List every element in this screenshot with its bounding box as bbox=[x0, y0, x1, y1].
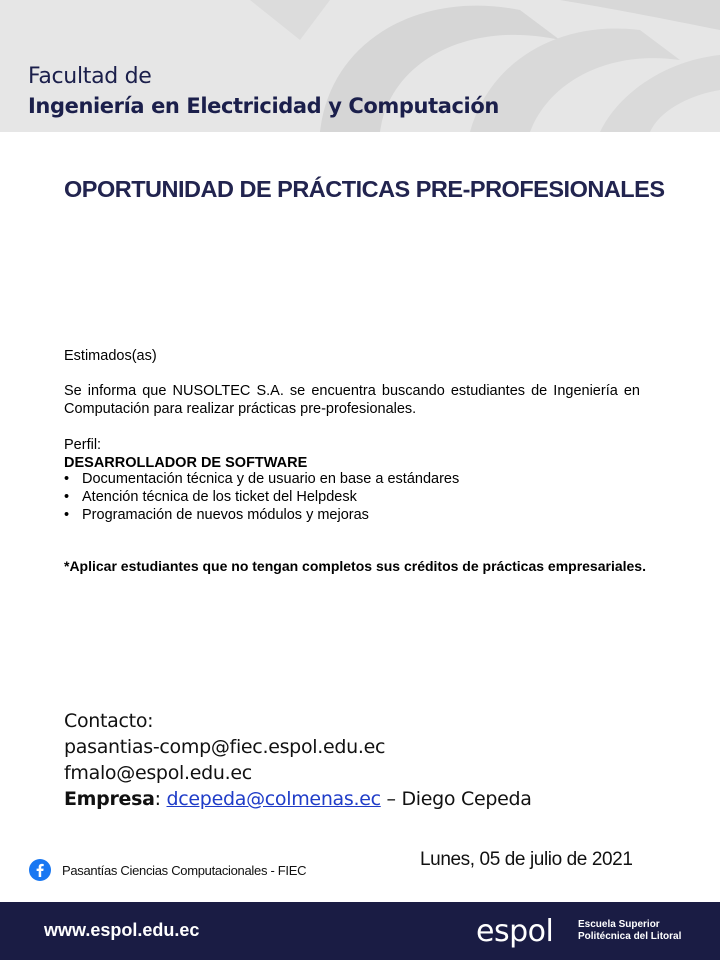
duty-text: Atención técnica de los ticket del Helpdesk bbox=[82, 489, 357, 505]
website-url[interactable]: www.espol.edu.ec bbox=[44, 920, 200, 940]
facebook-page-name: Pasantías Ciencias Computacionales - FIEC bbox=[62, 863, 307, 878]
application-note: *Aplicar estudiantes que no tengan completos sus créditos de prácticas empresariales. bbox=[64, 558, 646, 574]
list-item bbox=[64, 488, 459, 506]
perfil-label: Perfil: bbox=[64, 437, 102, 453]
faculty-name-line2: Ingeniería en Electricidad y Computación bbox=[28, 94, 499, 118]
list-item bbox=[64, 470, 459, 488]
role-title: DESARROLLADOR DE SOFTWARE bbox=[64, 455, 308, 471]
faculty-name-line1: Facultad de bbox=[28, 64, 152, 89]
list-item bbox=[64, 506, 459, 524]
publication-date: Lunes, 05 de julio de 2021 bbox=[420, 849, 633, 870]
company-person: – Diego Cepeda bbox=[380, 788, 532, 810]
company-contact bbox=[64, 786, 532, 812]
company-email-link[interactable]: dcepeda@colmenas.ec bbox=[166, 788, 381, 810]
contact-email-1: pasantias-comp@fiec.espol.edu.ec bbox=[64, 736, 386, 758]
bullet: • bbox=[64, 489, 70, 505]
contact-email-2: fmalo@espol.edu.ec bbox=[64, 762, 252, 784]
espol-subtitle-line2: Politécnica del Litoral bbox=[578, 931, 682, 942]
duty-text: Programación de nuevos módulos y mejoras bbox=[82, 507, 369, 523]
page-title: OPORTUNIDAD DE PRÁCTICAS PRE-PROFESIONALES bbox=[64, 176, 665, 202]
bullet: • bbox=[64, 471, 70, 487]
espol-subtitle bbox=[578, 919, 681, 943]
duty-text: Documentación técnica y de usuario en base a estándares bbox=[82, 471, 460, 487]
espol-logo-text: espol bbox=[476, 914, 554, 949]
bullet: • bbox=[64, 507, 70, 523]
footer-bar bbox=[0, 902, 720, 960]
espol-subtitle-line1: Escuela Superior bbox=[578, 919, 660, 930]
espol-logo bbox=[476, 911, 576, 951]
contact-label: Contacto: bbox=[64, 710, 154, 732]
company-label: Empresa bbox=[64, 788, 155, 810]
intro-paragraph: Se informa que NUSOLTEC S.A. se encuentra buscando estudiantes de Ingeniería en Computación para realizar prácticas pre-profesionales. bbox=[64, 383, 640, 417]
duties-list bbox=[64, 470, 459, 524]
facebook-icon[interactable] bbox=[29, 859, 51, 881]
header-banner bbox=[0, 0, 720, 132]
greeting: Estimados(as) bbox=[64, 348, 157, 364]
company-separator: : bbox=[154, 788, 167, 810]
